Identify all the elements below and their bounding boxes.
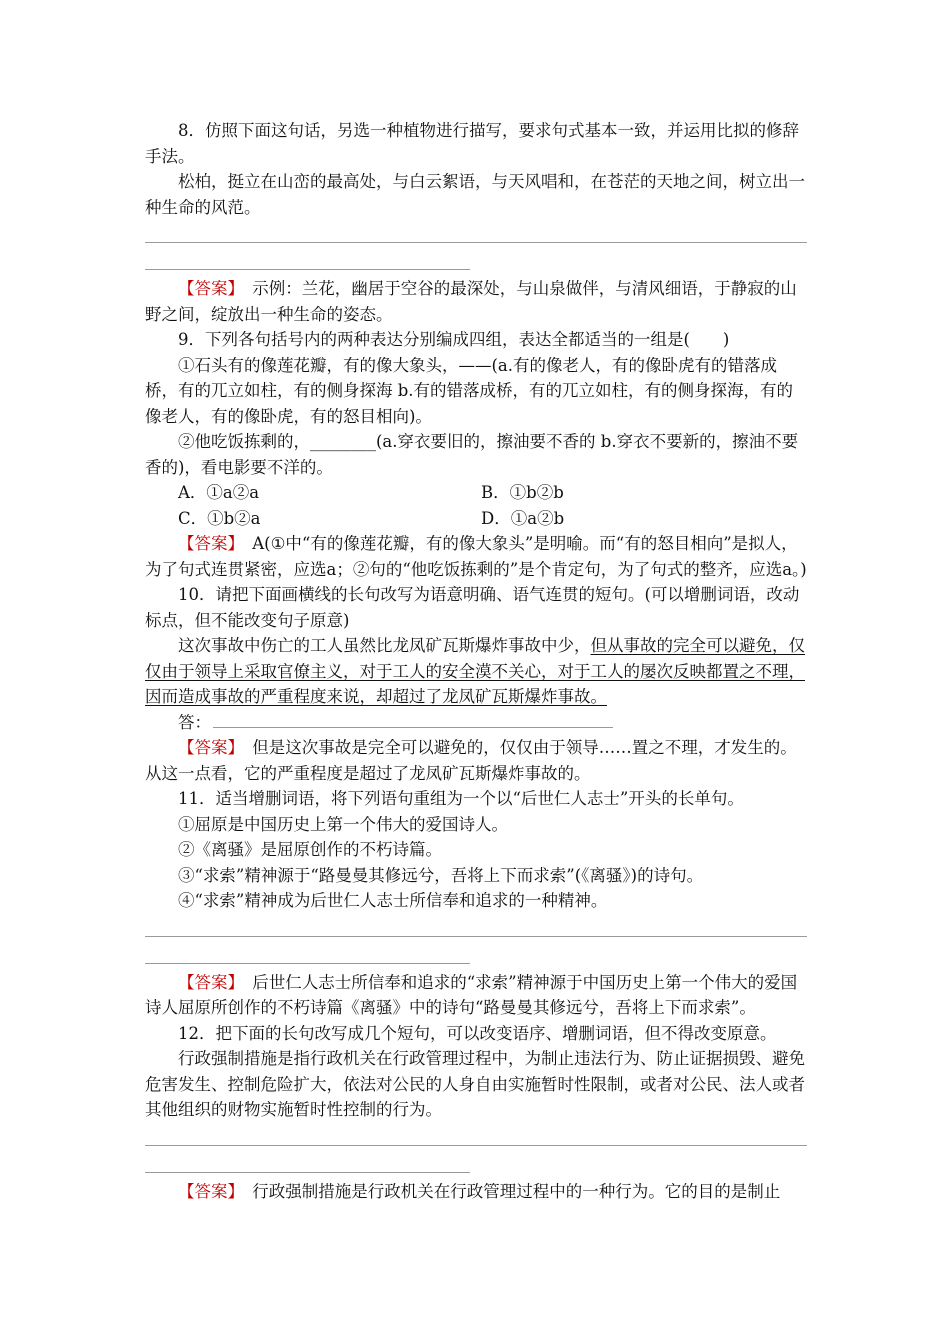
q8-example: 松柏，挺立在山峦的最高处，与白云絮语，与天风唱和，在苍茫的天地之间，树立出一种生命的风范。 [145,172,805,217]
q9-option-c[interactable]: C．①b②a [178,508,261,528]
q8-prompt: 8．仿照下面这句话，另选一种植物进行描写，要求句式基本一致，并运用比拟的修辞手法。 [145,121,799,166]
q11-item-4: ④“求索”精神成为后世仁人志士所信奉和追求的一种精神。 [178,891,608,910]
q10-answer-label: 答： [178,712,211,732]
answer-tag: 【答案】 [178,738,236,757]
q9-option-d[interactable]: D．①a②b [481,508,565,528]
q12-prompt: 12．把下面的长句改写成几个短句，可以改变语序、增删词语，但不得改变原意。 [178,1023,777,1043]
q10-answer [145,735,807,786]
q12-answer-text: 行政强制措施是行政机关在行政管理过程中的一种行为。它的目的是制止 [252,1181,781,1201]
q9-sentence-1: ①石头有的像莲花瓣，有的像大象头，——(a.有的像老人，有的像卧虎有的错落成桥，有的兀立如柱，有的侧身探海 b.有的错落成桥，有的兀立如柱，有的侧身探海，有的像老人，有的像卧虎，有的怒目相向)。 [145,355,794,426]
answer-tag: 【答案】 [178,534,236,553]
q12-answer [145,1179,807,1205]
answer-blank-line[interactable] [145,242,807,243]
q8-answer-text: 示例：兰花，幽居于空谷的最深处，与山泉做伴，与清风细语，于静寂的山野之间，绽放出一种生命的姿态。 [145,279,797,324]
q10-text-plain: 这次事故中伤亡的工人虽然比龙凤矿瓦斯爆炸事故中少， [178,636,591,655]
q9-options-row-1 [145,480,807,506]
q10-answer-blank[interactable] [213,711,613,728]
q9-options-row-2 [145,506,807,532]
answer-blank-line[interactable] [145,1145,807,1146]
q10-text-underlined: 但从事故的完全可以避免，仅仅由于领导上采取官僚主义，对于工人的安全漠不关心，对于工人的屡次反映都置之不理，因而造成事故的严重程度来说，却超过了龙凤矿瓦斯爆炸事故。 [145,636,805,706]
q11-answer [145,970,807,1021]
answer-tag: 【答案】 [178,1181,236,1201]
q9-option-b[interactable]: B．①b②b [481,483,564,502]
q12-text: 行政强制措施是指行政机关在行政管理过程中，为制止违法行为、防止证据损毁、避免危害发生、控制危险扩大，依法对公民的人身自由实施暂时性限制，或者对公民、法人或者其他组织的财物实施暂时性控制的行为。 [145,1049,805,1119]
q11-item-1: ①屈原是中国历史上第一个伟大的爱国诗人。 [178,814,508,834]
answer-tag: 【答案】 [178,972,236,992]
answer-tag: 【答案】 [178,279,236,298]
q10-answer-text: 但是这次事故是完全可以避免的，仅仅由于领导……置之不理，才发生的。从这一点看，它的严重程度是超过了龙凤矿瓦斯爆炸事故的。 [145,738,797,783]
q9-answer [145,531,807,582]
q9-prompt: 9．下列各句括号内的两种表达分别编成四组，表达全都适当的一组是( ) [178,330,730,349]
answer-blank-line[interactable] [145,936,807,937]
q11-item-3: ③“求索”精神源于“路曼曼其修远兮，吾将上下而求索”(《离骚》)的诗句。 [178,865,704,885]
q9-sentence-2: ②他吃饭拣剩的，________(a.穿衣要旧的，擦油要不香的 b.穿衣不要新的，擦油不要香的)，看电影要不洋的。 [145,432,799,477]
q11-answer-text: 后世仁人志士所信奉和追求的“求索”精神源于中国历史上第一个伟大的爱国诗人屈原所创作的不朽诗篇《离骚》中的诗句“路曼曼其修远兮，吾将上下而求索”。 [145,972,798,1017]
q10-prompt: 10．请把下面画横线的长句改写为语意明确、语气连贯的短句。(可以增删词语，改动标点，但不能改变句子原意) [145,585,800,630]
q10-text [145,633,807,710]
q11-prompt: 11．适当增删词语，将下列语句重组为一个以“后世仁人志士”开头的长单句。 [178,789,744,808]
q9-option-a[interactable]: A．①a②a [178,483,260,502]
q10-answer-field [145,710,807,736]
answer-blank-line-short[interactable] [145,963,470,964]
answer-blank-line-short[interactable] [145,269,470,270]
q9-answer-text: A(①中“有的像莲花瓣，有的像大象头”是明喻。而“有的怒目相向”是拟人，为了句式连贯紧密，应选a；②句的“他吃饭拣剩的”是个肯定句，为了句式的整齐，应选a。) [145,534,807,579]
answer-blank-line-short[interactable] [145,1172,470,1173]
q11-item-2: ②《离骚》是屈原创作的不朽诗篇。 [178,840,442,859]
q8-answer [145,276,807,327]
document-body [145,118,807,1204]
